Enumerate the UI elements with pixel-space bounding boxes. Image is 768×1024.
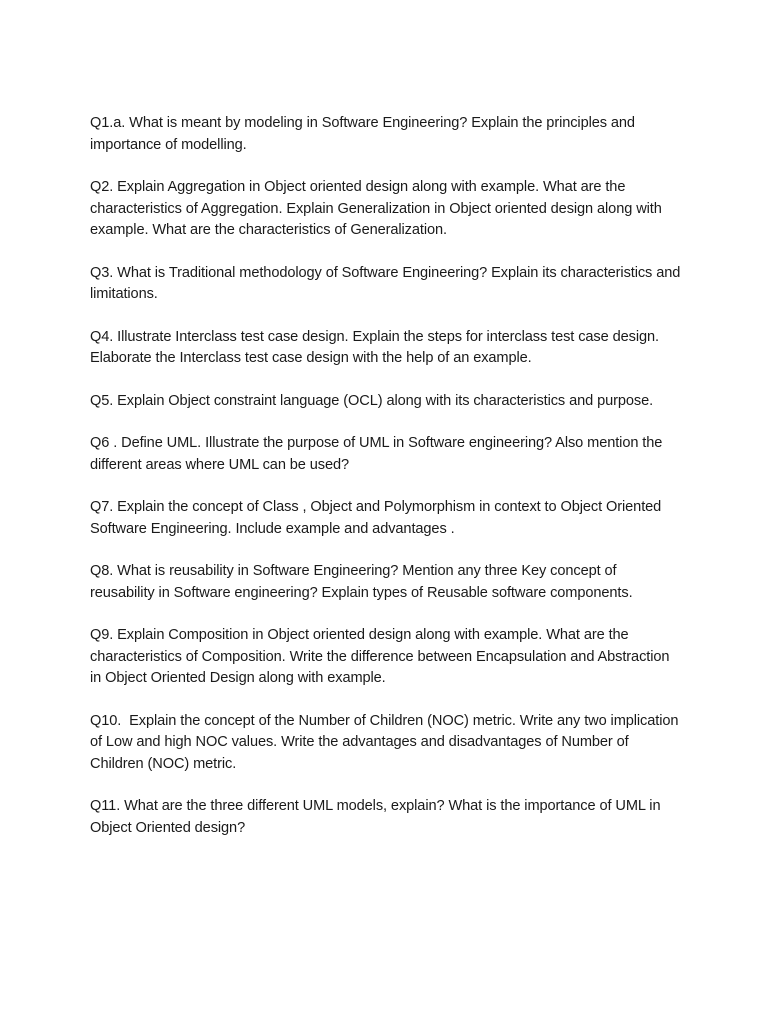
- question-q10: Q10. Explain the concept of the Number of Children (NOC) metric. Write any two implication of Low and high NOC values. Write the advantages and disadvantages of Number of Children (NOC) metric.: [90, 712, 683, 772]
- question-q1: Q1.a. What is meant by modeling in Software Engineering? Explain the principles and importance of modelling.: [90, 115, 639, 153]
- question-q4: Q4. Illustrate Interclass test case design. Explain the steps for interclass test case design. Elaborate the Interclass test case design with the help of an example.: [90, 328, 663, 366]
- question-q9: Q9. Explain Composition in Object oriented design along with example. What are the characteristics of Composition. Write the difference between Encapsulation and Abstraction in Object Oriented Design along with example.: [90, 627, 674, 686]
- question-q5: Q5. Explain Object constraint language (OCL) along with its characteristics and purpose.: [90, 392, 654, 409]
- question-q7: Q7. Explain the concept of Class , Object and Polymorphism in context to Object Oriented Software Engineering. Include example and advantages .: [90, 499, 666, 537]
- question-list: [90, 113, 685, 839]
- question-q3: Q3. What is Traditional methodology of Software Engineering? Explain its characteristics and limitations.: [90, 264, 685, 302]
- question-q11: Q11. What are the three different UML models, explain? What is the importance of UML in Object Oriented design?: [90, 798, 665, 836]
- question-q6: Q6 . Define UML. Illustrate the purpose of UML in Software engineering? Also mention the different areas where UML can be used?: [90, 435, 667, 473]
- question-q2: Q2. Explain Aggregation in Object oriented design along with example. What are the characteristics of Aggregation. Explain Generalization in Object oriented design along with example. What are the characteristics of Generalization.: [90, 179, 666, 238]
- question-q8: Q8. What is reusability in Software Engineering? Mention any three Key concept of reusability in Software engineering? Explain types of Reusable software components.: [90, 563, 633, 601]
